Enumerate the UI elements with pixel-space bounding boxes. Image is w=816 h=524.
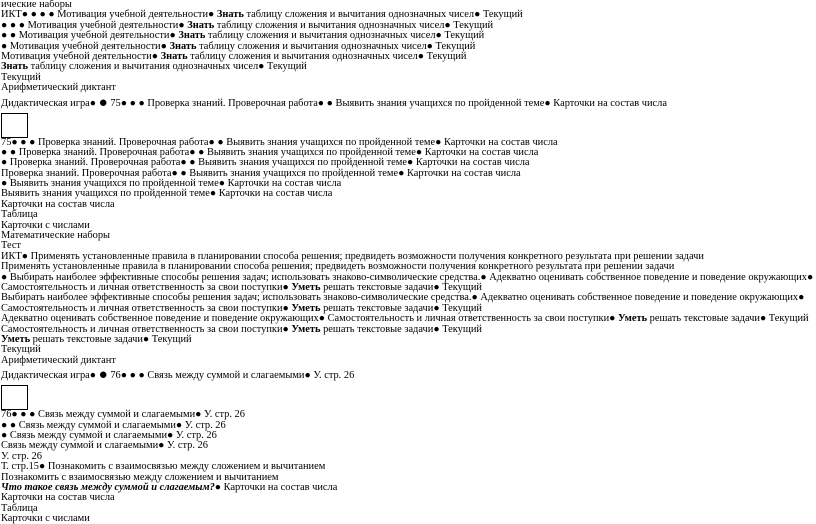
text-line: Знать таблицу сложения и вычитания однозначных чисел● Текущий — [1, 61, 307, 73]
text-line: Арифметический диктант — [1, 82, 116, 94]
text-line: Карточки на состав числа — [1, 492, 115, 504]
text-line: Самостоятельность и личная ответственность за свои поступки● Уметь решать текстовые задачи● Текущий — [1, 323, 482, 335]
text-line: Мотивация учебной деятельности● Знать таблицу сложения и вычитания однозначных чисел● Текущий — [1, 50, 467, 62]
text-line: ● Выбирать наиболее эффективные способы решения задач; использовать знаково-символические средства.● Адекватно оценивать собственное поведение и поведение окружающих● Самостоятельность и личная ответственность за свои поступки● Уметь решать текстовые задачи● Текущий — [1, 271, 814, 293]
text-line: Текущий — [1, 344, 41, 356]
text-line: Таблица — [1, 209, 38, 221]
text-line: Арифметический диктант — [1, 354, 116, 366]
text-line: Применять установленные правила в планировании способа решения; предвидеть возможности получения конкретного результата при решении задачи — [1, 261, 675, 273]
text-line: Карточки с числами — [1, 219, 90, 231]
text-line: ИКТ● Применять установленные правила в планировании способа решения; предвидеть возможности получения конкретного результата при решении задачи — [1, 250, 704, 262]
text-line: ● Мотивация учебной деятельности● Знать таблицу сложения и вычитания однозначных чисел● Текущий — [1, 40, 476, 52]
text-line: Уметь решать текстовые задачи● Текущий — [1, 334, 192, 345]
text-line: ические наборы — [1, 0, 72, 10]
text-line: Карточки на состав числа — [1, 198, 115, 210]
text-line: Математические наборы — [1, 230, 111, 242]
text-line: ● ● Проверка знаний. Проверочная работа● ● Выявить знания учащихся по пройденной теме● Карточки на состав числа — [1, 146, 539, 158]
text-line: Адекватно оценивать собственное поведение и поведение окружающих● Самостоятельность и личная ответственность за свои поступки● Уметь решать текстовые задачи● Текущий — [1, 313, 809, 325]
text-line: Что такое связь между суммой и слагаемым?● Карточки на состав числа — [1, 481, 338, 493]
text-line: ● Выявить знания учащихся по пройденной теме● Карточки на состав числа — [1, 178, 342, 190]
bullet-large: ● — [98, 367, 108, 384]
empty-table-cell — [1, 113, 28, 138]
text-line: Тест — [1, 240, 21, 252]
text-line: Выбирать наиболее эффективные способы решения задач; использовать знаково-символические средства.● Адекватно оценивать собственное поведение и поведение окружающих● Самостоятельность и личная ответственность за свои поступки● Уметь решать текстовые задачи● Текущий — [1, 292, 805, 314]
text-line: Карточки с числами — [1, 513, 90, 524]
text-line: 76● ● ● Связь между суммой и слагаемыми● У. стр. 26 — [1, 409, 245, 421]
text-line: Дидактическая игра● ● 76● ● ● Связь между суммой и слагаемыми● У. стр. 26 — [1, 367, 355, 384]
text-line: Связь между суммой и слагаемыми● У. стр. 26 — [1, 440, 208, 452]
text-line: Проверка знаний. Проверочная работа● ● Выявить знания учащихся по пройденной теме● Карточки на состав числа — [1, 167, 521, 179]
text-line: Дидактическая игра● ● 75● ● ● Проверка знаний. Проверочная работа● ● Выявить знания учащихся по пройденной теме● Карточки на состав числа — [1, 94, 667, 111]
empty-table-cell — [1, 385, 28, 410]
text-line: ● ● ● Мотивация учебной деятельности● Знать таблицу сложения и вычитания однозначных чисел● Текущий — [1, 19, 494, 31]
bullet-large: ● — [98, 94, 108, 111]
text-line: ● Связь между суммой и слагаемыми● У. стр. 26 — [1, 429, 217, 441]
text-line: ● ● Мотивация учебной деятельности● Знать таблицу сложения и вычитания однозначных чисел● Текущий — [1, 30, 485, 42]
text-line: ИКТ● ● ● ● Мотивация учебной деятельности● Знать таблицу сложения и вычитания однозначных чисел● Текущий — [1, 9, 523, 21]
text-line: ● ● Связь между суммой и слагаемыми● У. стр. 26 — [1, 419, 226, 431]
text-line: Текущий — [1, 71, 41, 83]
text-line: ● Проверка знаний. Проверочная работа● ● Выявить знания учащихся по пройденной теме● Карточки на состав числа — [1, 157, 530, 169]
text-line: 75● ● ● Проверка знаний. Проверочная работа● ● Выявить знания учащихся по пройденной теме● Карточки на состав числа — [1, 136, 558, 148]
text-line: Т. стр.15● Познакомить с взаимосвязью между сложением и вычитанием — [1, 461, 326, 473]
text-line: Таблица — [1, 502, 38, 514]
text-line: Выявить знания учащихся по пройденной теме● Карточки на состав числа — [1, 188, 333, 200]
text-line: Познакомить с взаимосвязью между сложением и вычитанием — [1, 471, 279, 483]
document-page — [1, 0, 815, 524]
text-line: У. стр. 26 — [1, 450, 42, 462]
